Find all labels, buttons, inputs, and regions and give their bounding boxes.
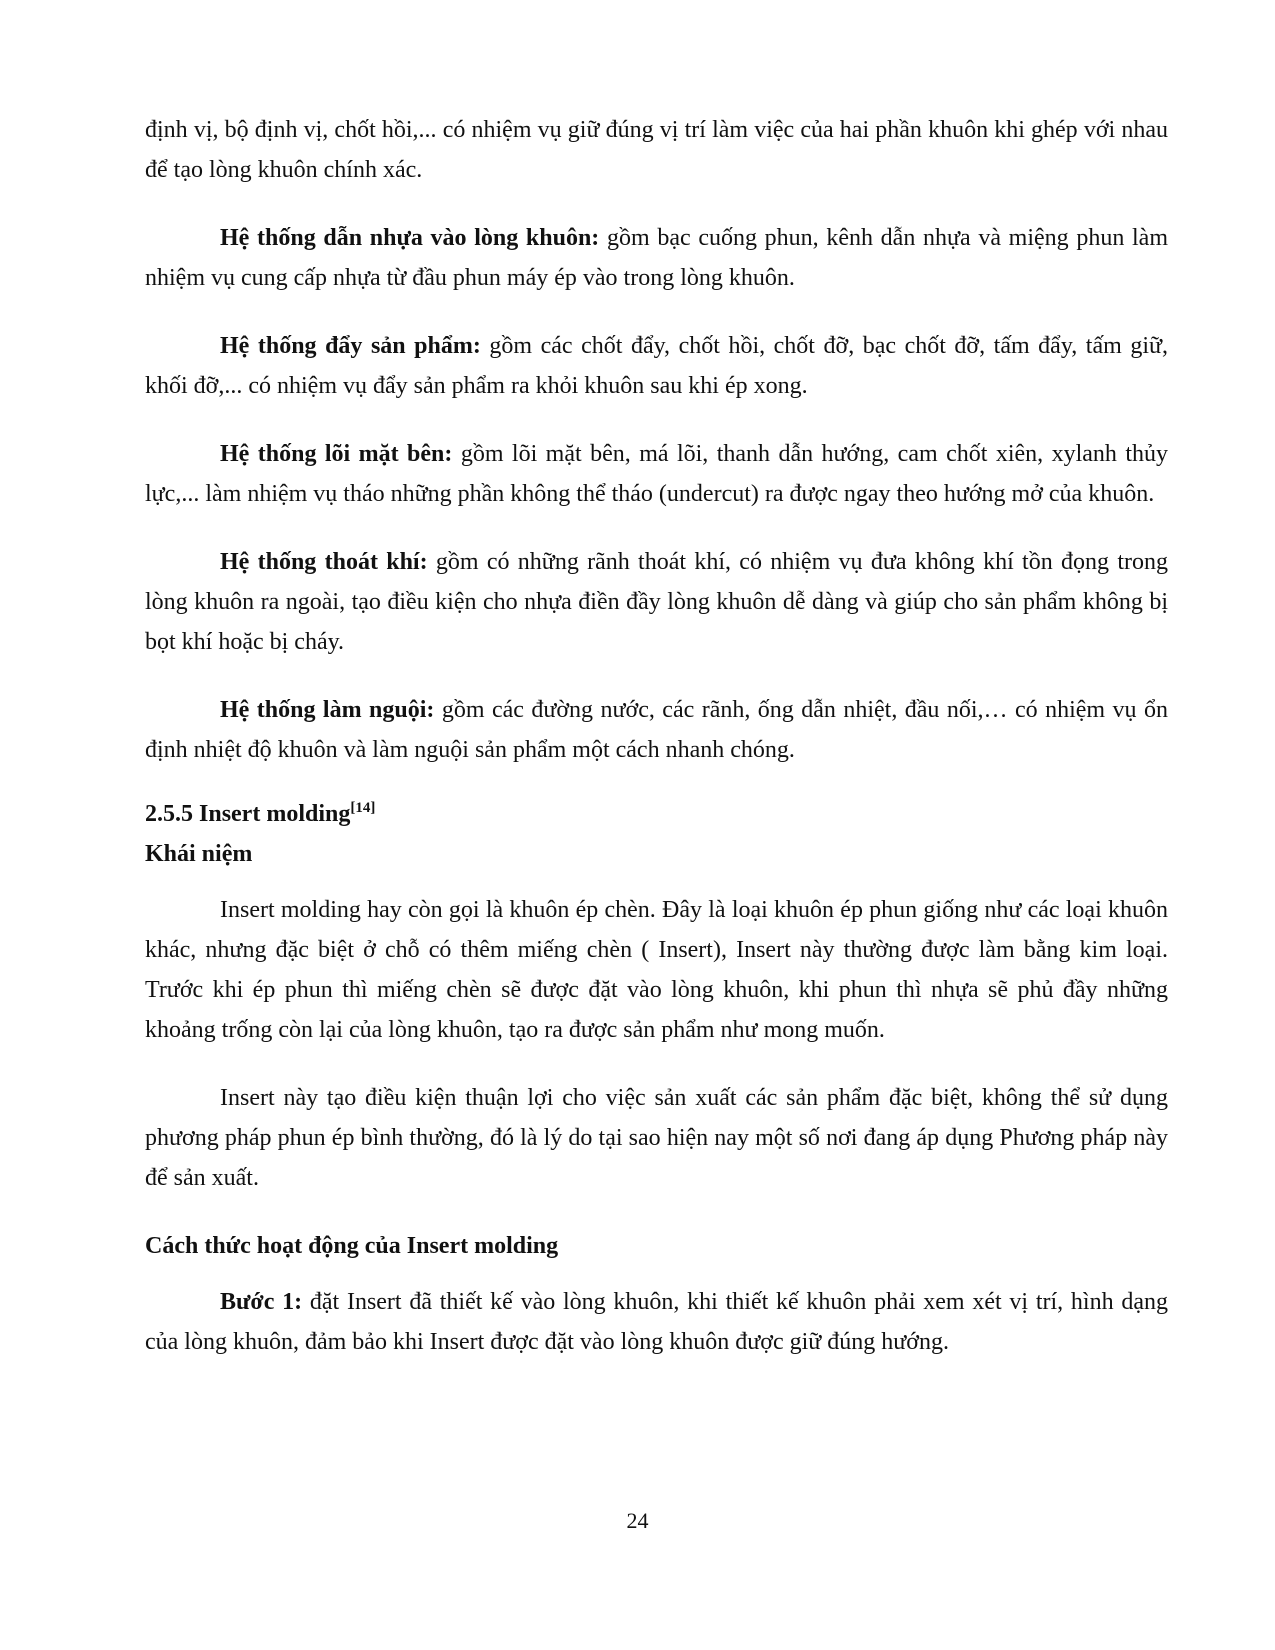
paragraph-step-1 [145,1282,1168,1362]
paragraph-text: gồm các chốt đẩy, chốt hồi, chốt đỡ, bạc chốt đỡ, tấm đẩy, tấm giữ, khối đỡ,... có nhiệm vụ đẩy sản phẩm ra khỏi khuôn sau khi ép xong. [145,333,1168,399]
subheading-concept: Khái niệm [145,841,253,867]
paragraph-lead: Hệ thống làm nguội: [220,697,435,723]
paragraph-injection-system [145,218,1168,298]
paragraph-ejection-system [145,326,1168,406]
paragraph-lead: Hệ thống thoát khí: [220,549,428,575]
paragraph-lead: Hệ thống dẫn nhựa vào lòng khuôn: [220,225,600,251]
paragraph-text: gồm lõi mặt bên, má lõi, thanh dẫn hướng, cam chốt xiên, xylanh thủy lực,... làm nhiệm vụ tháo những phần không thể tháo (undercut) ra được ngay theo hướng mở của khuôn. [145,441,1168,507]
paragraph-positioning: định vị, bộ định vị, chốt hồi,... có nhiệm vụ giữ đúng vị trí làm việc của hai phần khuôn khi ghép với nhau để tạo lòng khuôn chính xác. [145,117,1168,183]
paragraph-cooling-system [145,690,1168,770]
section-heading-text: 2.5.5 Insert molding [145,801,351,827]
paragraph-venting-system [145,542,1168,662]
paragraph-lead: Hệ thống đẩy sản phẩm: [220,333,481,359]
paragraph-text: gồm bạc cuống phun, kênh dẫn nhựa và miệng phun làm nhiệm vụ cung cấp nhựa từ đầu phun máy ép vào trong lòng khuôn. [145,225,1169,291]
paragraph-concept-1: Insert molding hay còn gọi là khuôn ép chèn. Đây là loại khuôn ép phun giống như các loại khuôn khác, nhưng đặc biệt ở chỗ có thêm miếng chèn ( Insert), Insert này thường được làm bằng kim loại. Trước khi ép phun thì miếng chèn sẽ được đặt vào lòng khuôn, khi phun thì nhựa sẽ phủ đầy những khoảng trống còn lại của lòng khuôn, tạo ra được sản phẩm như mong muốn. [145,897,1168,1043]
paragraph-lead: Bước 1: [220,1289,303,1315]
paragraph-lead: Hệ thống lõi mặt bên: [220,441,453,467]
paragraph-text: gồm có những rãnh thoát khí, có nhiệm vụ đưa không khí tồn đọng trong lòng khuôn ra ngoài, tạo điều kiện cho nhựa điền đầy lòng khuôn dễ dàng và giúp cho sản phẩm không bị bọt khí hoặc bị cháy. [145,549,1168,655]
citation-superscript: [14] [350,800,376,816]
document-page [145,110,1168,1390]
paragraph-text: gồm các đường nước, các rãnh, ống dẫn nhiệt, đầu nối,… có nhiệm vụ ổn định nhiệt độ khuôn và làm nguội sản phẩm một cách nhanh chóng. [145,697,1168,763]
section-heading [145,794,1168,834]
page-number: 24 [626,1508,649,1533]
paragraph-side-core-system [145,434,1168,514]
subheading-operation: Cách thức hoạt động của Insert molding [145,1233,559,1259]
paragraph-text: đặt Insert đã thiết kế vào lòng khuôn, khi thiết kế khuôn phải xem xét vị trí, hình dạng của lòng khuôn, đảm bảo khi Insert được đặt vào lòng khuôn được giữ đúng hướng. [145,1289,1169,1355]
paragraph-concept-2: Insert này tạo điều kiện thuận lợi cho việc sản xuất các sản phẩm đặc biệt, không thể sử dụng phương pháp phun ép bình thường, đó là lý do tại sao hiện nay một số nơi đang áp dụng Phương pháp này để sản xuất. [145,1085,1168,1191]
